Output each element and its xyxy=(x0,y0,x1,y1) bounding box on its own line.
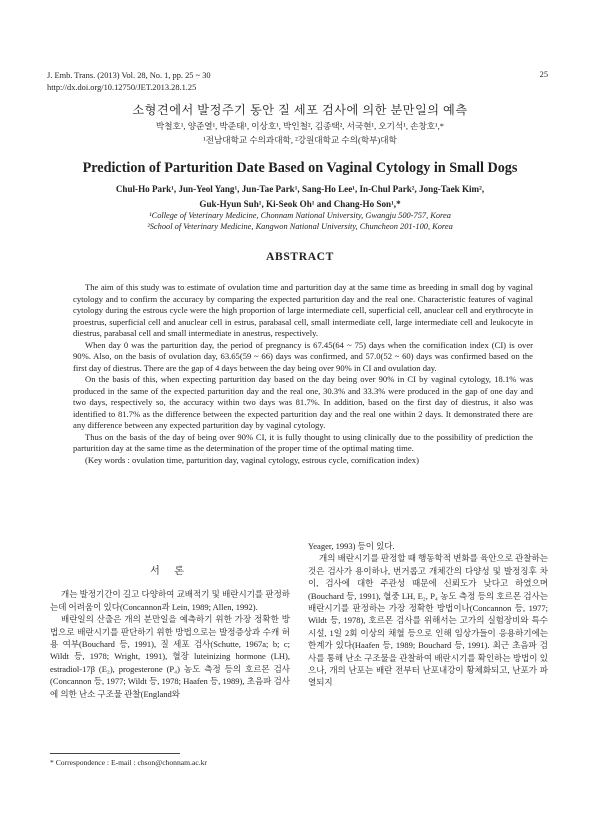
abstract-paragraph: The aim of this study was to estimate of ovulation time and parturition day at the same time as breeding in small dog by vaginal cytology and to confirm the accuracy by comparing the expected parturition day and the real one. Characteristic features of vaginal cytology during the estrous cycle were the high proportion of large intermediate cell, superficial cell, anuclear cell and erythrocyte in proestrus, superficial cell and anuclear cell in estrus, parabasal cell, small intermediate cell, large intermediate cell and leukocyte in diestrus, parabasal cell and small intermediate in anestrus, respectively. xyxy=(73,282,533,338)
affiliation-2: ²School of Veterinary Medicine, Kangwon National University, Chuncheon 201-100, Korea xyxy=(147,222,453,231)
korean-authors: 박철호¹, 양준열¹, 박준태¹, 이상호¹, 박인철², 김종택², 서국현¹, 오기석¹, 손창호¹,* xyxy=(155,121,445,131)
affiliation-1: ¹College of Veterinary Medicine, Chonnam National University, Gwangju 500-757, Korea xyxy=(149,211,451,220)
body-paragraph: 개의 배란시기를 판정할 때 행동학적 변화를 육안으로 관찰하는 것은 검사가 용이하나, 번거롭고 개체간의 다양성 및 발정징후 차이, 검사에 대한 주관성 때문에 신뢰도가 낮다고 하였으며(Bouchard 등, 1991), 혈중 LH, E₂, P₄ 농도 측정 등의 호르몬 검사는 배란시기를 판정하는 가장 정확한 방법이나(Concannon 등, 1977; Wildt 등, 1978), 호르몬 검사를 위해서는 고가의 실험장비와 특수 시설, 1일 2회 이상의 채혈 등으로 인해 임상가들이 응용하기에는 한계가 있다(Haafen 등, 1989; Bouchard 등, 1991). 최근 초음파 검사를 통해 난소 구조물을 관찰하여 배란시기를 확인하는 방법이 있으나, 개의 난포는 배란 전부터 난포내강이 황체화되고, 난포가 파열되지 xyxy=(308,553,548,688)
english-authors xyxy=(0,182,600,212)
journal-citation: J. Emb. Trans. (2013) Vol. 28, No. 1, pp. 25 ~ 30 xyxy=(47,71,211,80)
body-paragraph: 개는 발정기간이 길고 다양하여 교배적기 및 배란시기를 판정하는데 어려움이 있다(Concannon과 Lein, 1989; Allen, 1992). xyxy=(50,589,290,612)
english-title: Prediction of Parturition Date Based on Vaginal Cytology in Small Dogs xyxy=(82,160,518,176)
abstract-paragraph: When day 0 was the parturition day, the period of pregnancy is 67.45(64 ~ 75) days when the cornification index (CI) is over 90%. Also, on the basis of ovulation day, 63.65(59 ~ 66) days was confirmed, and 57.0(52 ~ 60) days was confirmed based on the first day of diestrus. There are the gap of 4 days between the day being over 90% in CI and ovulation day. xyxy=(73,339,533,373)
abstract-paragraph: On the basis of this, when expecting parturition day based on the day being over 90% in CI by vaginal cytology, 18.1% was produced in the same of the expected parturition day and the real one, 30.3% and 33.3% were produced in the gap of one day and two days, respectively so, the accuracy within two days was 81.7%. In addition, based on the first day of diestrus, it also was identified to 81.7% as the difference between the expected parturition day and the real one within 2 days. It demonstrated there are any difference between any expected parturition day by vaginal cytology. xyxy=(73,374,533,430)
abstract-heading: ABSTRACT xyxy=(266,250,334,263)
left-column xyxy=(50,566,290,700)
page-number: 25 xyxy=(539,70,548,79)
english-affiliations xyxy=(0,210,600,232)
introduction-heading: 서 론 xyxy=(150,566,190,577)
english-authors-line2: Guk-Hyun Suh¹, Ki-Seok Oh¹ and Chang-Ho Son¹,* xyxy=(199,199,401,209)
abstract-paragraph: Thus on the basis of the day of being over 90% CI, it is fully thought to using clinically due to the possibility of prediction the parturition day at the same time as the determination of the proper time of the optimal mating time. xyxy=(73,431,533,453)
correspondence-footnote: * Correspondence : E-mail : chson@chonnam.ac.kr xyxy=(50,758,207,767)
keywords: (Key words : ovulation time, parturition day, vaginal cytology, estrous cycle, cornification index) xyxy=(85,454,419,465)
running-header xyxy=(47,70,211,94)
abstract-body xyxy=(73,282,533,466)
body-paragraph: 배란일의 산출은 개의 분만일을 예측하기 위한 가장 정확한 방법으로 배란시기를 판단하기 위한 방법으로는 발정증상과 수캐 허용 여부(Bouchard 등, 1991), 질 세포 검사(Schutte, 1967a; b; c; Wildt 등, 1978; Wright, 1991), 혈장 luteinizing hormone (LH), estradiol-17β (E₂), progesterone (P₄) 농도 측정 등의 호르몬 검사(Concannon 등, 1977; Wildt 등, 1978; Haafen 등, 1989), 초음파 검사에 의한 난소 구조물 관찰(England와 xyxy=(50,614,290,699)
body-paragraph: Yeager, 1993) 등이 있다. xyxy=(308,541,395,551)
korean-title: 소형견에서 발정주기 동안 질 세포 검사에 의한 분만일의 예측 xyxy=(132,103,468,117)
footnote-divider xyxy=(50,753,180,754)
doi-link[interactable]: http://dx.doi.org/10.12750/JET.2013.28.1.25 xyxy=(47,83,197,92)
korean-affiliations: ¹전남대학교 수의과대학, ²강원대학교 수의(학부)대학 xyxy=(203,135,397,145)
right-column xyxy=(308,540,548,689)
english-authors-line1: Chul-Ho Park¹, Jun-Yeol Yang¹, Jun-Tae Park¹, Sang-Ho Lee¹, In-Chul Park², Jong-Taek Kim², xyxy=(115,184,485,194)
